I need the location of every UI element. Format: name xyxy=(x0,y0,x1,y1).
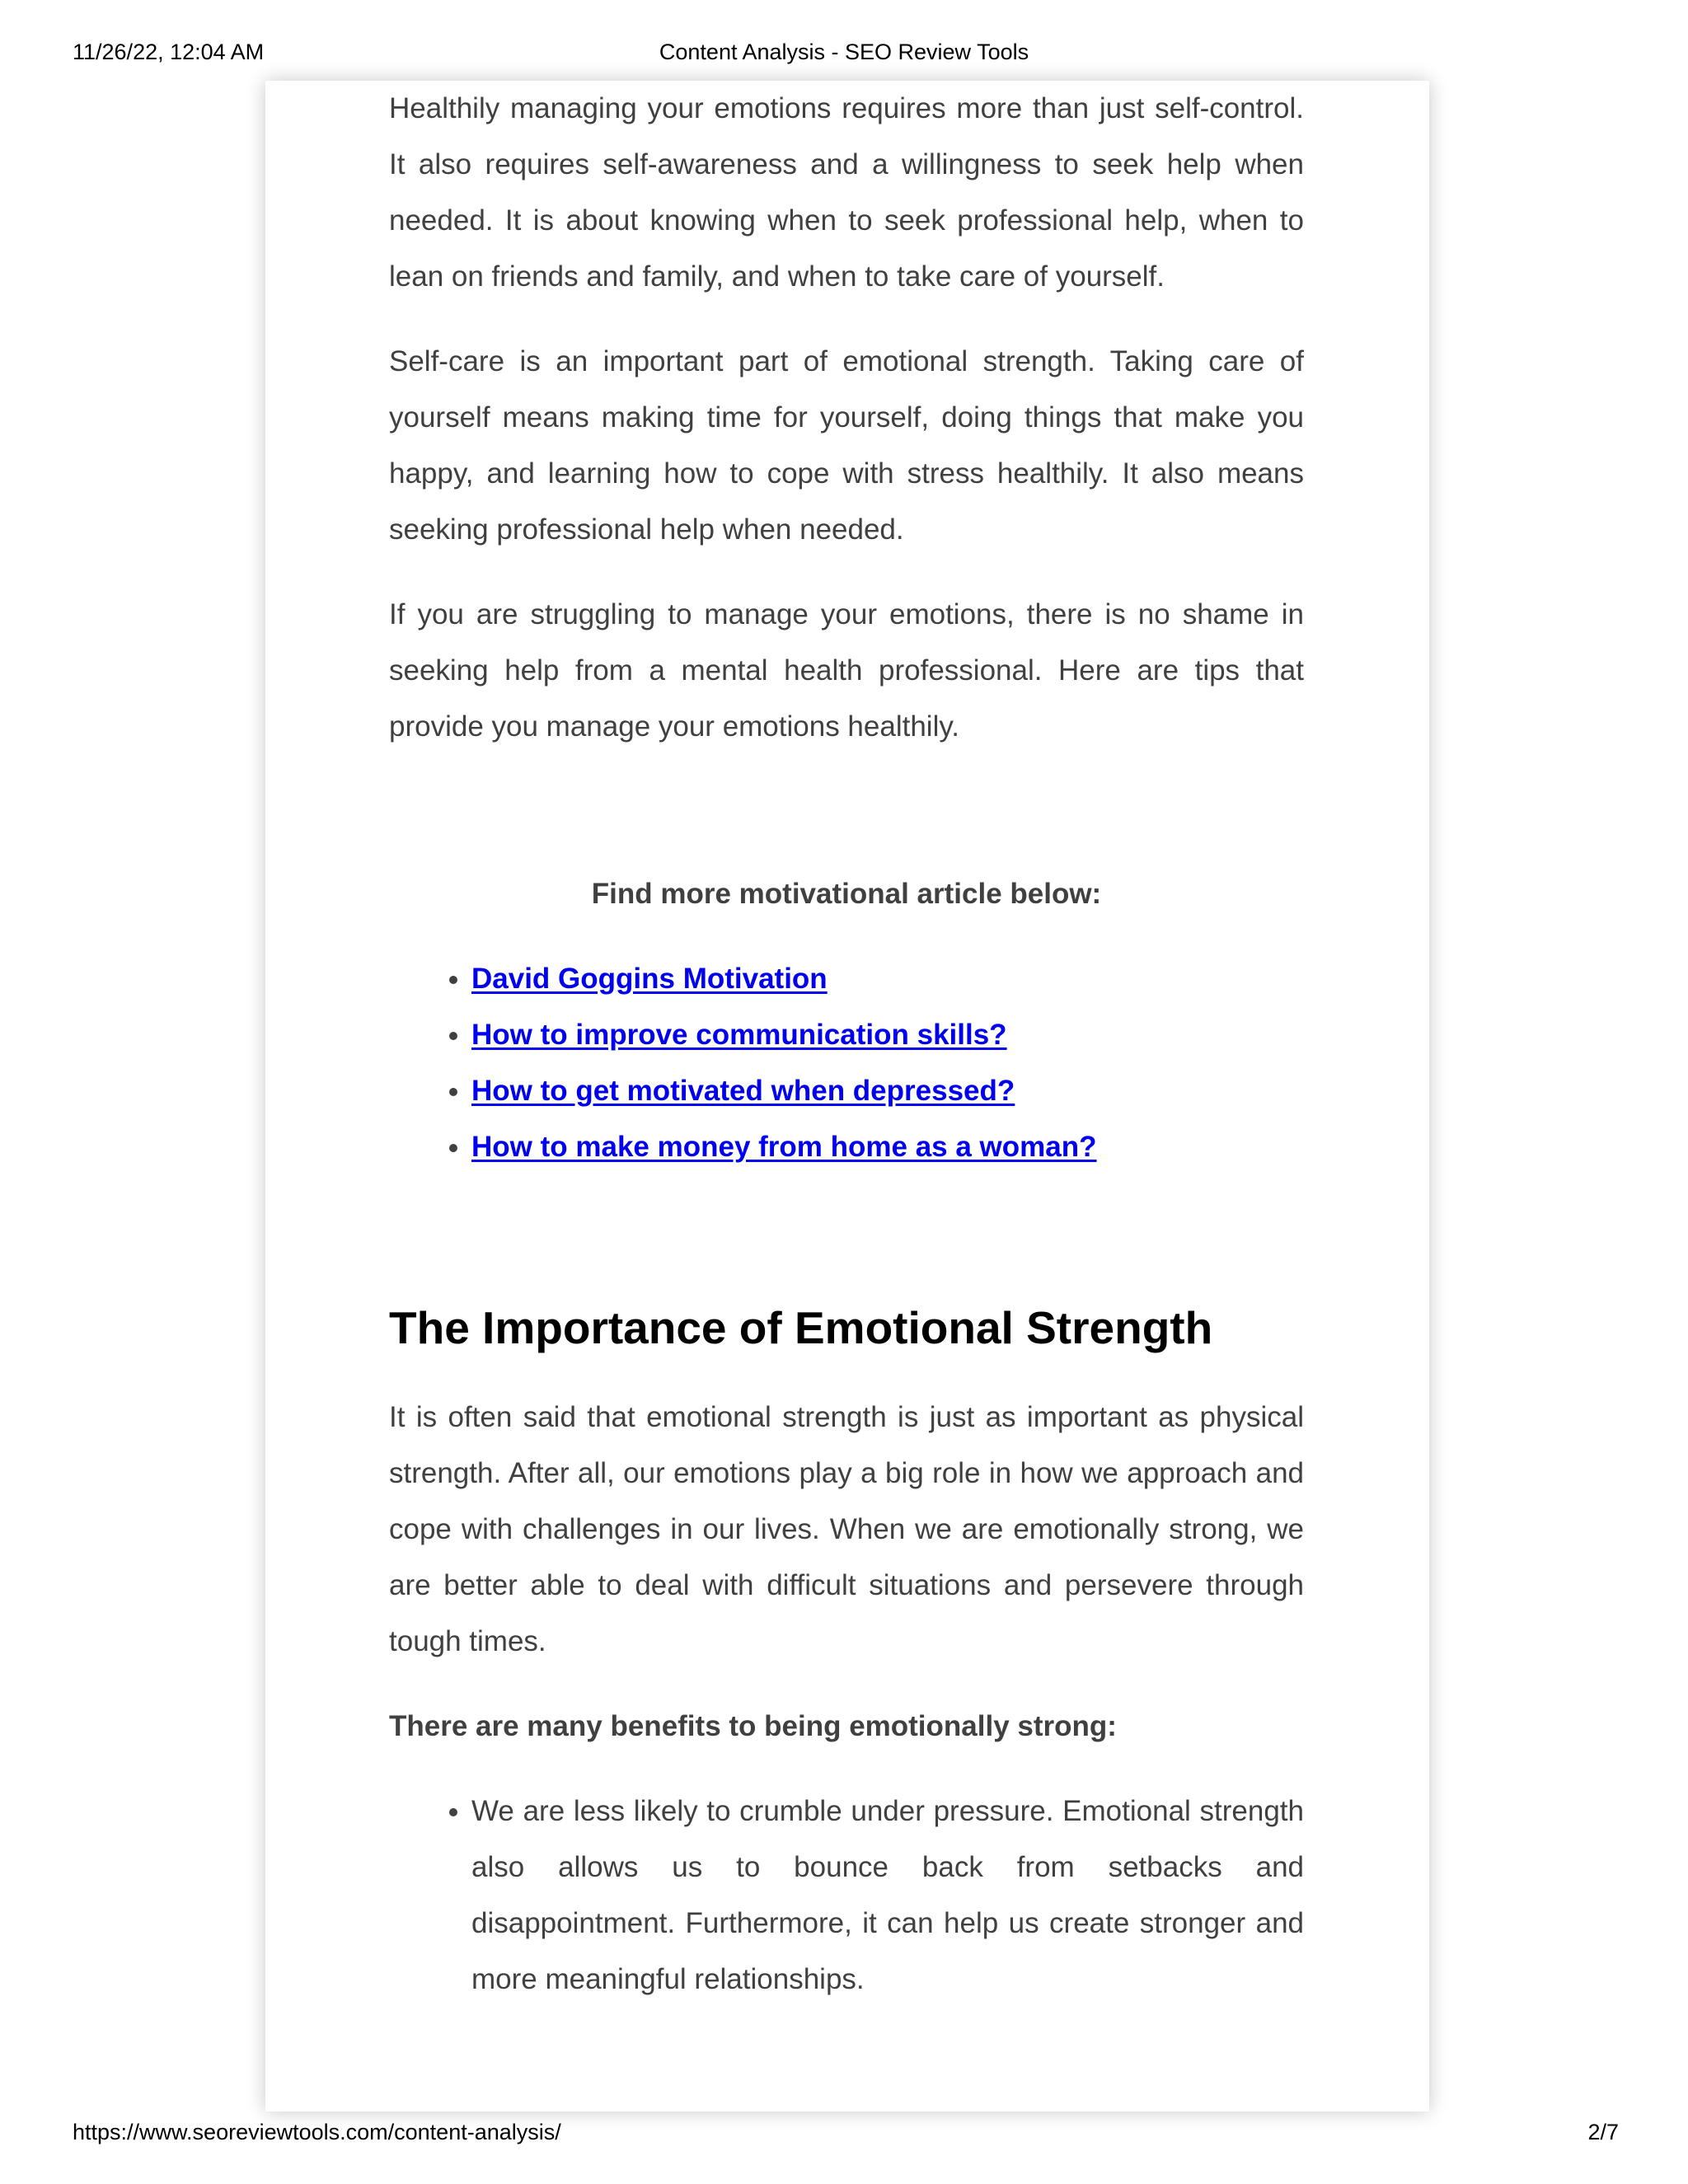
link-make-money-from-home[interactable]: How to make money from home as a woman? xyxy=(471,1131,1097,1163)
print-page-number: 2/7 xyxy=(1587,2120,1619,2144)
article-paragraph: Self-care is an important part of emotional strength. Taking care of yourself means making time for yourself, doing things that make you happy, and learning how to cope with stress healthily. It also means seeking professional help when needed. xyxy=(389,345,1304,546)
print-url: https://www.seoreviewtools.com/content-analysis/ xyxy=(73,2120,561,2144)
benefits-list xyxy=(389,1783,1304,2008)
article-sheet xyxy=(265,81,1429,2111)
print-footer xyxy=(0,2120,1688,2153)
link-motivated-when-depressed[interactable]: How to get motivated when depressed? xyxy=(471,1075,1015,1107)
section-title: The Importance of Emotional Strength xyxy=(389,1302,1213,1353)
list-item: • We are less likely to crumble under pressure. Emotional strength also allows us to bounce back from setbacks and disappointment. Furthermore, it can help us create stronger and more meaningful relationships. xyxy=(471,1783,1304,2008)
article-paragraph: It is often said that emotional strength is just as important as physical strength. After all, our emotions play a big role in how we approach and cope with challenges in our lives. When we are emotionally strong, we are better able to deal with difficult situations and persevere through tough times. xyxy=(389,1401,1304,1657)
list-item xyxy=(471,1119,1304,1175)
more-articles-list xyxy=(389,951,1304,1175)
link-david-goggins-motivation[interactable]: David Goggins Motivation xyxy=(471,963,828,995)
print-datetime: 11/26/22, 12:04 AM xyxy=(73,40,265,64)
article-content xyxy=(389,81,1304,2008)
print-header xyxy=(0,40,1688,73)
article-paragraph: If you are struggling to manage your emotions, there is no shame in seeking help from a mental health professional. Here are tips that provide you manage your emotions healthily. xyxy=(389,598,1304,743)
list-item xyxy=(471,1007,1304,1063)
list-item xyxy=(471,951,1304,1007)
list-item xyxy=(471,1063,1304,1119)
print-page-title: Content Analysis - SEO Review Tools xyxy=(659,40,1029,64)
article-paragraph: Healthily managing your emotions requires more than just self-control. It also requires self-awareness and a willingness to seek help when needed. It is about knowing when to seek professional help, when to lean on friends and family, and when to take care of yourself. xyxy=(389,92,1304,293)
more-articles-heading: Find more motivational article below: xyxy=(591,878,1102,910)
link-communication-skills[interactable]: How to improve communication skills? xyxy=(471,1019,1007,1051)
benefits-heading: There are many benefits to being emotionally strong: xyxy=(389,1710,1117,1742)
